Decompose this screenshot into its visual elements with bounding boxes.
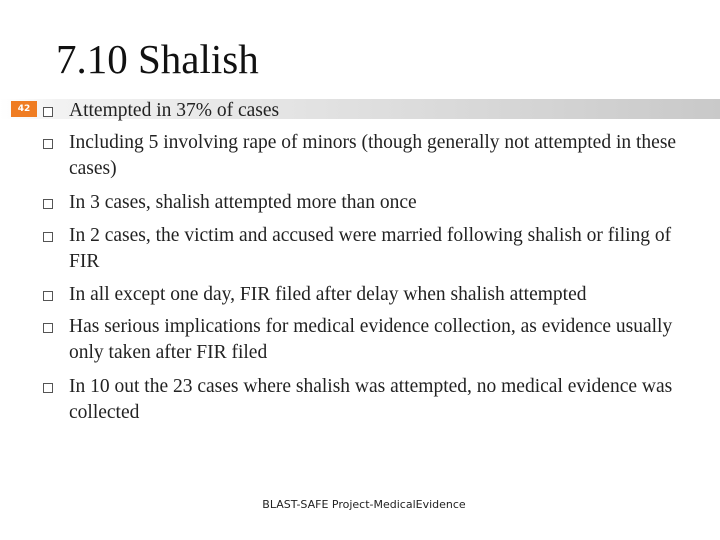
square-bullet-icon: [43, 199, 53, 209]
page-number-badge: 42: [11, 101, 37, 117]
bullet-text: In 2 cases, the victim and accused were married following shalish or filing of FIR: [69, 225, 672, 272]
bullet-item: [42, 130, 682, 182]
bullet-item: [42, 98, 682, 124]
square-bullet-icon: [43, 232, 53, 242]
bullet-item: [42, 314, 682, 366]
footer-text: BLAST-SAFE Project-MedicalEvidence: [262, 498, 466, 511]
bullet-item: [42, 223, 682, 275]
square-bullet-icon: [43, 291, 53, 301]
slide-title: 7.10 Shalish: [56, 36, 259, 82]
bullet-text: Attempted in 37% of cases: [69, 100, 280, 121]
bullet-item: [42, 282, 682, 308]
square-bullet-icon: [43, 107, 53, 117]
bullet-item: [42, 374, 682, 426]
square-bullet-icon: [43, 383, 53, 393]
square-bullet-icon: [43, 323, 53, 333]
bullet-item: [42, 190, 682, 216]
bullet-text: In all except one day, FIR filed after delay when shalish attempted: [69, 284, 587, 305]
bullet-text: Has serious implications for medical evidence collection, as evidence usually only taken after FIR filed: [69, 316, 673, 363]
bullet-list: [42, 98, 682, 426]
bullet-text: In 3 cases, shalish attempted more than once: [69, 192, 417, 213]
bullet-text: Including 5 involving rape of minors (though generally not attempted in these cases): [69, 132, 677, 179]
square-bullet-icon: [43, 139, 53, 149]
bullet-text: In 10 out the 23 cases where shalish was attempted, no medical evidence was collected: [69, 376, 673, 423]
